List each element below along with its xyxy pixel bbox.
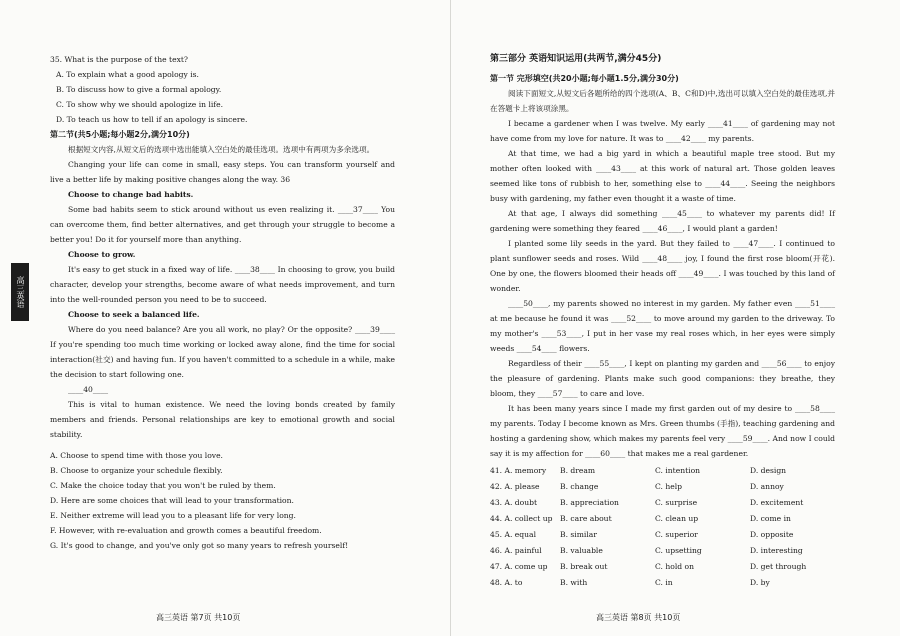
option-cell: D. excitement bbox=[750, 498, 804, 507]
page-footer-left: 高三英语 第7页 共10页 bbox=[156, 613, 241, 622]
subheading: Choose to seek a balanced life. bbox=[68, 310, 200, 319]
option-cell: B. dream bbox=[560, 466, 596, 475]
option-cell: B. care about bbox=[560, 514, 612, 523]
paragraph: It's easy to get stuck in a fixed way of life. ____38____ In choosing to grow, you build character, develop your strengths, become aware of what needs improvement, and turn into the well-rounded person you need to be to succeed. bbox=[50, 265, 395, 304]
cloze-paragraph: ____50____, my parents showed no interest in my garden. My father even ____51____ at me because he found it was ____52____ to move around my garden to the driveway. To my mother's ____53____, I put in her vase my real roses which, in her eyes were simply weeds ____54____ flowers. bbox=[490, 299, 835, 353]
option-cell: C. clean up bbox=[655, 514, 699, 523]
option-cell: 42. A. please bbox=[490, 482, 540, 491]
right-column bbox=[490, 52, 835, 591]
option-cell: C. intention bbox=[655, 466, 701, 475]
choice-item: D. Here are some choices that will lead to your transformation. bbox=[50, 496, 294, 505]
option-cell: 48. A. to bbox=[490, 578, 523, 587]
subheading: Choose to change bad habits. bbox=[68, 190, 194, 199]
cloze-options-table bbox=[490, 463, 835, 591]
option-row bbox=[490, 559, 835, 575]
option-cell: D. come in bbox=[750, 514, 791, 523]
option-cell: B. appreciation bbox=[560, 498, 619, 507]
option-row bbox=[490, 463, 835, 479]
paragraph: Some bad habits seem to stick around without us even realizing it. ____37____ You can overcome them, find better alternatives, and get through your struggle to become a better you! Do it for yourself more than anything. bbox=[50, 205, 395, 244]
part3-title: 第三部分 英语知识运用(共两节,满分45分) bbox=[490, 54, 662, 64]
cloze-paragraph: At that age, I always did something ____45____ to whatever my parents did! If gardening were something they feared ____46____, I would plant a garden! bbox=[490, 209, 835, 233]
option-cell: 47. A. come up bbox=[490, 562, 548, 571]
option-cell: C. help bbox=[655, 482, 683, 491]
option-row bbox=[490, 495, 835, 511]
option-row bbox=[490, 527, 835, 543]
option-row bbox=[490, 511, 835, 527]
option-cell: 41. A. memory bbox=[490, 466, 547, 475]
paragraph: Where do you need balance? Are you all work, no play? Or the opposite? ____39____ If you're spending too much time working or locked away alone, find the time for social interaction(社交) and having fun. If you haven't committed to a schedule in a while, make the decision to start following one. bbox=[50, 325, 395, 379]
option-cell: 43. A. doubt bbox=[490, 498, 538, 507]
cloze-paragraph: At that time, we had a big yard in which a beautiful maple tree stood. But my mother often looked with ____43____ at this work of natural art. Those golden leaves seemed like tons of rubbish to her, something else to ____44____. Seeing the neighbors busy with gardening, my father even thought it a waste of time. bbox=[490, 149, 835, 203]
cloze-paragraph: I planted some lily seeds in the yard. But they failed to ____47____. I continued to plant sunflower seeds and roses. Wild ____48____ joy, I found the first rose bloom(开花). One by one, the flowers bloomed their heads off ____49____. I was touched by this land of wonder. bbox=[490, 239, 835, 293]
option-cell: B. similar bbox=[560, 530, 597, 539]
left-column bbox=[50, 52, 395, 553]
choice-item: E. Neither extreme will lead you to a pleasant life for very long. bbox=[50, 511, 296, 520]
section2-instructions: 根据短文内容,从短文后的选项中选出能填入空白处的最佳选项。选项中有两项为多余选项。 bbox=[68, 145, 375, 154]
choice-item: F. However, with re-evaluation and growth comes a beautiful freedom. bbox=[50, 526, 322, 535]
paragraph: Changing your life can come in small, easy steps. You can transform yourself and live a better life by making positive changes along the way. 36 bbox=[50, 160, 395, 184]
option-cell: D. interesting bbox=[750, 546, 803, 555]
option-cell: B. with bbox=[560, 578, 588, 587]
subheading: Choose to grow. bbox=[68, 250, 136, 259]
option-row bbox=[490, 575, 835, 591]
passage bbox=[50, 157, 395, 442]
option-cell: C. surprise bbox=[655, 498, 698, 507]
choice-item: B. Choose to organize your schedule flexibly. bbox=[50, 466, 223, 475]
paragraph: This is vital to human existence. We need the loving bonds created by family members and friends. Personal relationships are key to emotional growth and social stability. bbox=[50, 400, 395, 439]
option-cell: C. superior bbox=[655, 530, 698, 539]
q35-option: C. To show why we should apologize in life. bbox=[56, 100, 224, 109]
choice-item: G. It's good to change, and you've only got so many years to refresh yourself! bbox=[50, 541, 349, 550]
option-cell: B. break out bbox=[560, 562, 608, 571]
option-cell: 45. A. equal bbox=[490, 530, 537, 539]
option-cell: B. change bbox=[560, 482, 599, 491]
option-cell: C. upsetting bbox=[655, 546, 702, 555]
option-row bbox=[490, 543, 835, 559]
cloze-paragraph: Regardless of their ____55____, I kept on planting my garden and ____56____ to enjoy the pleasure of gardening. Plants make such good companions: they breathe, they bloom, they ____57____ to care and love. bbox=[490, 359, 835, 398]
option-cell: B. valuable bbox=[560, 546, 603, 555]
option-cell: 44. A. collect up bbox=[490, 514, 553, 523]
section2-title: 第二节(共5小题;每小题2分,满分10分) bbox=[50, 130, 190, 139]
q35-option: A. To explain what a good apology is. bbox=[56, 70, 199, 79]
q35-options bbox=[50, 67, 395, 127]
choice-list bbox=[50, 448, 395, 553]
q35-option: D. To teach us how to tell if an apology is sincere. bbox=[56, 115, 248, 124]
paragraph: ____40____ bbox=[68, 385, 109, 394]
option-cell: D. design bbox=[750, 466, 787, 475]
choice-item: A. Choose to spend time with those you love. bbox=[50, 451, 223, 460]
q35-option: B. To discuss how to give a formal apology. bbox=[56, 85, 222, 94]
option-cell: 46. A. painful bbox=[490, 546, 542, 555]
cloze-paragraph: I became a gardener when I was twelve. My early ____41____ of gardening may not have come from my love for nature. It was to ____42____ my parents. bbox=[490, 119, 835, 143]
cloze-instructions: 阅读下面短文,从短文后各题所给的四个选项(A、B、C和D)中,选出可以填入空白处的最佳选项,并在答题卡上将该项涂黑。 bbox=[490, 89, 835, 113]
option-cell: C. in bbox=[655, 578, 673, 587]
q35-stem: 35. What is the purpose of the text? bbox=[50, 55, 188, 64]
option-cell: D. get through bbox=[750, 562, 807, 571]
side-tab-label: 高三英语 bbox=[11, 263, 29, 321]
cloze-passage bbox=[490, 116, 835, 461]
choice-item: C. Make the choice today that you won't be ruled by them. bbox=[50, 481, 276, 490]
option-cell: D. annoy bbox=[750, 482, 784, 491]
cloze-section-title: 第一节 完形填空(共20小题;每小题1.5分,满分30分) bbox=[490, 74, 679, 83]
option-cell: D. opposite bbox=[750, 530, 794, 539]
option-row bbox=[490, 479, 835, 495]
page-footer-right: 高三英语 第8页 共10页 bbox=[596, 613, 681, 622]
cloze-paragraph: It has been many years since I made my first garden out of my desire to ____58____ my parents. Today I become known as Mrs. Green thumbs (手指), teaching gardening and hosting a gardening show, which makes my parents feel very ____59____. And now I could say it is my affection for ____60____ that makes me a real gardener. bbox=[490, 404, 835, 458]
option-cell: D. by bbox=[750, 578, 770, 587]
option-cell: C. hold on bbox=[655, 562, 694, 571]
